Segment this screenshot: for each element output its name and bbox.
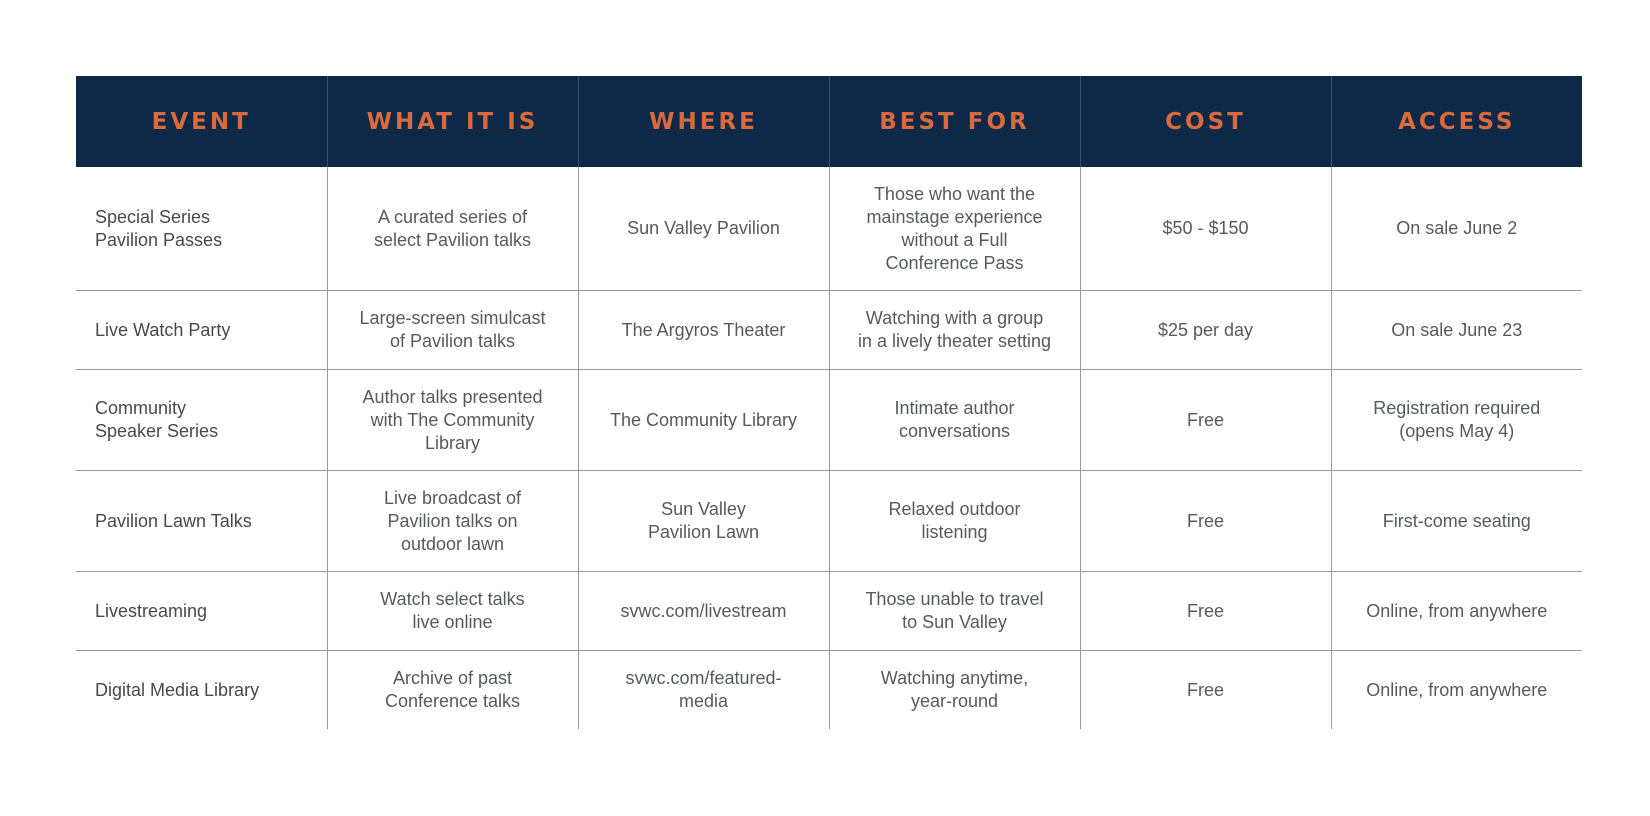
cell-text-line: The Community Library <box>609 409 798 430</box>
cell-text-line: Pavilion Lawn <box>647 522 760 542</box>
cell-event <box>76 370 327 471</box>
cell-cost <box>1080 167 1331 291</box>
table-row <box>76 572 1582 651</box>
cell-what-it-is <box>327 651 578 730</box>
cell-text-line: Watching with a group <box>865 308 1044 328</box>
cell-access <box>1331 167 1582 291</box>
cell-access <box>1331 471 1582 572</box>
events-table-container <box>76 76 1582 729</box>
cell-what-it-is <box>327 167 578 291</box>
cell-text-line: The Argyros Theater <box>621 319 786 340</box>
cell-text-line: Livestreaming <box>95 600 208 621</box>
table-row <box>76 651 1582 730</box>
table-row <box>76 370 1582 471</box>
cell-text-line: to Sun Valley <box>902 612 1007 632</box>
cell-text-line: Conference Pass <box>885 252 1024 273</box>
header-cost: COST <box>1080 76 1331 167</box>
cell-text-line: Free <box>1186 409 1224 430</box>
cell-text-line: Free <box>1186 679 1224 700</box>
cell-text-line: Pavilion Lawn Talks <box>95 510 252 531</box>
cell-text-line: On sale June 23 <box>1391 319 1523 340</box>
cell-text-line: Intimate author <box>894 398 1015 418</box>
cell-text-line: Digital Media Library <box>95 679 260 700</box>
cell-text-line: Special Series <box>95 206 211 227</box>
cell-text-line: conversations <box>898 421 1011 441</box>
cell-text-line: On sale June 2 <box>1396 218 1518 238</box>
cell-text-line: Sun Valley Pavilion <box>627 218 780 238</box>
cell-cost <box>1080 651 1331 730</box>
cell-text-line: live online <box>412 612 493 632</box>
cell-text-line: select Pavilion talks <box>373 229 532 250</box>
cell-access <box>1331 291 1582 370</box>
cell-text-line: Live Watch Party <box>95 319 231 340</box>
cell-text-line: Conference talks <box>384 691 521 711</box>
header-event: EVENT <box>76 76 327 167</box>
cell-where <box>578 471 829 572</box>
cell-event <box>76 471 327 572</box>
cell-event <box>76 167 327 291</box>
cell-text-line: mainstage experience <box>866 206 1043 227</box>
cell-text-line: Relaxed outdoor <box>888 499 1021 519</box>
cell-text-line: without a Full <box>901 229 1008 250</box>
cell-best-for <box>829 167 1080 291</box>
cell-text-line: of Pavilion talks <box>389 331 516 351</box>
cell-best-for <box>829 572 1080 651</box>
cell-text-line: Watch select talks <box>380 589 525 609</box>
cell-text-line: Watching anytime, <box>880 668 1029 688</box>
cell-text-line: Pavilion talks on <box>387 510 518 531</box>
cell-text-line: Free <box>1186 510 1224 531</box>
cell-text-line: Community <box>95 398 187 418</box>
cell-text-line: (opens May 4) <box>1399 421 1515 441</box>
cell-where <box>578 167 829 291</box>
cell-text-line: listening <box>921 522 988 542</box>
table-row <box>76 167 1582 291</box>
header-access: ACCESS <box>1331 76 1582 167</box>
cell-access <box>1331 572 1582 651</box>
cell-cost <box>1080 291 1331 370</box>
cell-text-line: svwc.com/featured- <box>625 668 782 688</box>
cell-what-it-is <box>327 471 578 572</box>
header-what-it-is: WHAT IT IS <box>327 76 578 167</box>
cell-text-line: Online, from anywhere <box>1366 600 1548 621</box>
cell-event <box>76 291 327 370</box>
cell-text-line: Online, from anywhere <box>1366 679 1548 700</box>
cell-best-for <box>829 370 1080 471</box>
cell-text-line: Speaker Series <box>95 421 219 441</box>
table-body <box>76 167 1582 729</box>
cell-cost <box>1080 370 1331 471</box>
table-row <box>76 471 1582 572</box>
cell-text-line: Large-screen simulcast <box>359 308 546 328</box>
cell-cost <box>1080 572 1331 651</box>
cell-where <box>578 370 829 471</box>
cell-text-line: Sun Valley <box>661 499 746 519</box>
cell-where <box>578 651 829 730</box>
cell-what-it-is <box>327 572 578 651</box>
cell-best-for <box>829 471 1080 572</box>
cell-access <box>1331 370 1582 471</box>
table-row <box>76 291 1582 370</box>
cell-cost <box>1080 471 1331 572</box>
table-header <box>76 76 1582 167</box>
header-best-for: BEST FOR <box>829 76 1080 167</box>
cell-text-line: $50 - $150 <box>1162 218 1249 238</box>
header-row <box>76 76 1582 167</box>
cell-event <box>76 651 327 730</box>
cell-text-line: in a lively theater setting <box>857 331 1052 351</box>
cell-text-line: $25 per day <box>1157 319 1254 340</box>
cell-text-line: Library <box>424 432 481 453</box>
cell-text-line: Free <box>1186 600 1224 621</box>
cell-text-line: media <box>678 691 729 711</box>
cell-text-line: Pavilion Passes <box>95 229 223 250</box>
cell-event <box>76 572 327 651</box>
cell-text-line: with The Community <box>370 409 535 430</box>
cell-text-line: Author talks presented <box>362 386 543 407</box>
events-table <box>76 76 1582 729</box>
cell-best-for <box>829 651 1080 730</box>
cell-access <box>1331 651 1582 730</box>
cell-what-it-is <box>327 370 578 471</box>
cell-text-line: Those unable to travel <box>865 589 1044 609</box>
cell-what-it-is <box>327 291 578 370</box>
cell-where <box>578 572 829 651</box>
header-where: WHERE <box>578 76 829 167</box>
cell-text-line: year-round <box>910 691 999 711</box>
cell-best-for <box>829 291 1080 370</box>
cell-where <box>578 291 829 370</box>
cell-text-line: Registration required <box>1373 398 1541 418</box>
cell-text-line: First-come seating <box>1382 510 1531 531</box>
cell-text-line: svwc.com/livestream <box>620 600 787 621</box>
cell-text-line: A curated series of <box>377 206 528 227</box>
cell-text-line: Those who want the <box>873 183 1036 204</box>
cell-text-line: Archive of past <box>392 668 513 688</box>
cell-text-line: Live broadcast of <box>383 487 522 508</box>
cell-text-line: outdoor lawn <box>400 533 505 554</box>
